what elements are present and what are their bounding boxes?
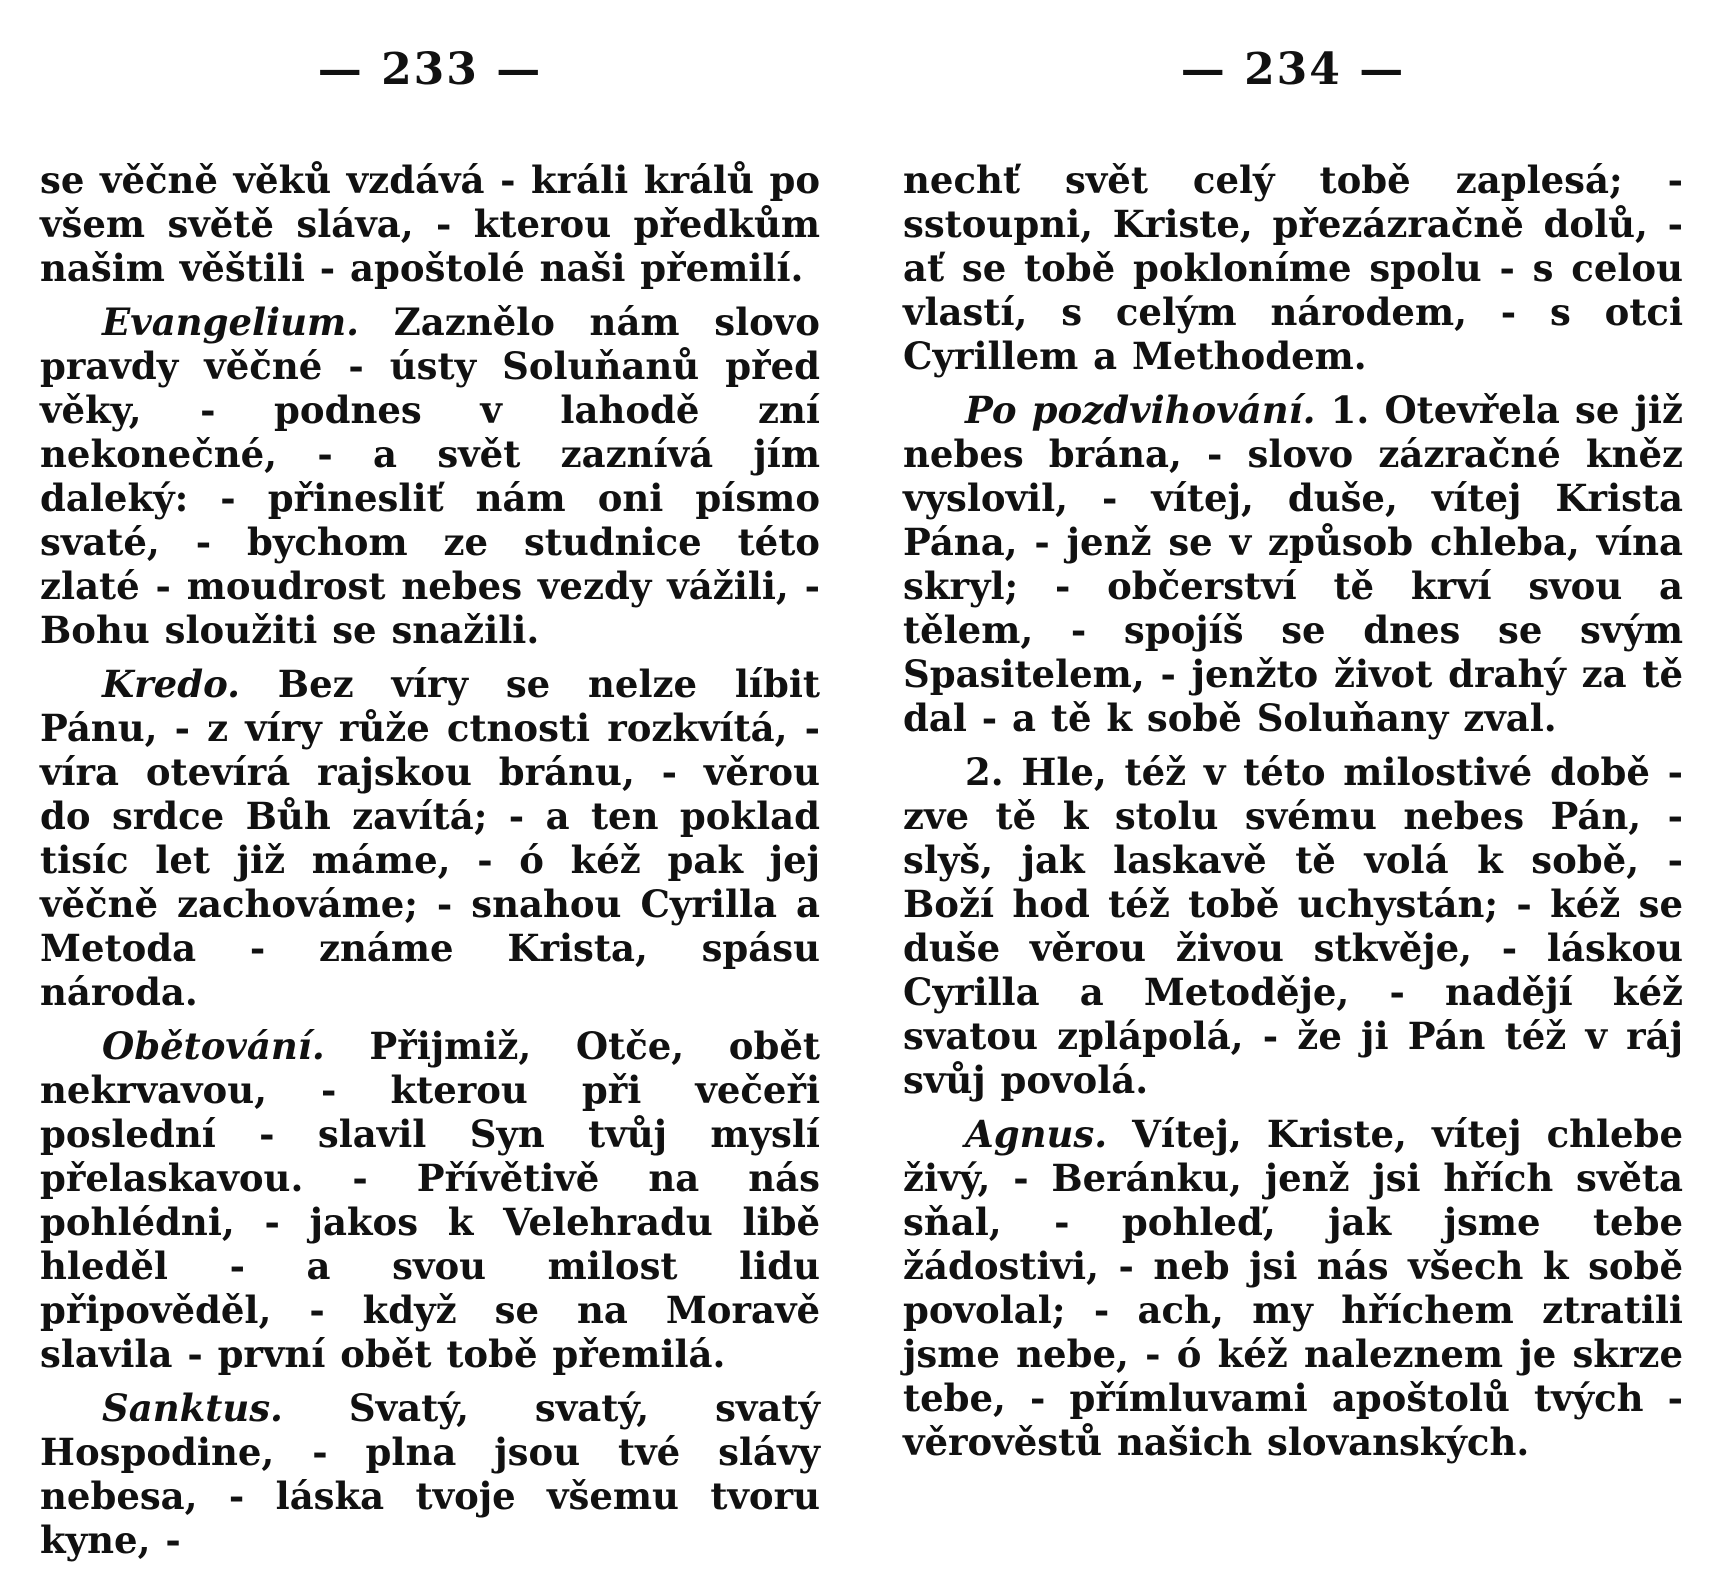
page-body <box>40 158 820 1562</box>
paragraph-text: Svatý, svatý, svatý Hospodine, - plna jsou tvé slávy nebesa, - láska tvoje všemu tvoru kyne, - <box>40 1386 820 1562</box>
paragraph-text: 1. Otevřela se již nebes brána, - slovo zázračné kněz vyslovil, - vítej, duše, vítej Krista Pána, - jenž se v způsob chleba, vína skryl; - občerství tě krví svou a tělem, - spojíš se dnes se svým Spasitelem, - jenžto život drahý za tě dal - a tě k sobě Soluňany zval. <box>903 388 1683 740</box>
page-number: — 234 — <box>1180 44 1406 95</box>
section-label: Po pozdvihování. <box>965 388 1316 432</box>
paragraph <box>40 300 820 652</box>
paragraph <box>40 158 820 290</box>
paragraph-text: Bez víry se nelze líbit Pánu, - z víry růže ctnosti rozkvítá, - víra otevírá rajskou bránu, - věrou do srdce Bůh zavítá; - a ten poklad tisíc let již máme, - ó kéž pak jej věčně zachováme; - snahou Cyrilla a Metoda - známe Krista, spásu národa. <box>40 662 820 1014</box>
page-number: — 233 — <box>317 44 543 95</box>
paragraph <box>40 1024 820 1376</box>
right-page <box>903 40 1683 1474</box>
paragraph-text: Přijmiž, Otče, obět nekrvavou, - kterou při večeři poslední - slavil Syn tvůj myslí přelaskavou. - Přívětivě na nás pohlédni, - jakos k Velehradu libě hleděl - a svou milost lidu připověděl, - když se na Moravě slavila - první obět tobě přemilá. <box>40 1024 820 1376</box>
section-label: Sanktus. <box>102 1386 283 1430</box>
paragraph <box>40 662 820 1014</box>
paragraph-text: se věčně věků vzdává - králi králů po všem světě sláva, - kterou předkům našim věštili - apoštolé naši přemilí. <box>40 158 820 290</box>
page-body <box>903 158 1683 1464</box>
section-label: Obětování. <box>102 1024 325 1068</box>
section-label: Kredo. <box>102 662 240 706</box>
section-label: Evangelium. <box>102 300 360 344</box>
paragraph <box>40 1386 820 1562</box>
paragraph-text: Zaznělo nám slovo pravdy věčné - ústy Soluňanů před věky, - podnes v lahodě zní nekonečné, - a svět zaznívá jím daleký: - přinesliť nám oni písmo svaté, - bychom ze studnice této zlaté - moudrost nebes vezdy vážili, - Bohu sloužiti se snažili. <box>40 300 820 652</box>
paragraph <box>903 388 1683 740</box>
paragraph-text: Vítej, Kriste, vítej chlebe živý, - Beránku, jenž jsi hřích světa sňal, - pohleď, jak jsme tebe žádostivi, - neb jsi nás všech k sobě povolal; - ach, my hříchem ztratili jsme nebe, - ó kéž naleznem je skrze tebe, - přímluvami apoštolů tvých - věrověstů našich slovanských. <box>903 1112 1683 1464</box>
paragraph-text: nechť svět celý tobě zaplesá; - sstoupni, Kriste, přezázračně dolů, - ať se tobě pokloníme spolu - s celou vlastí, s celým národem, - s otci Cyrillem a Methodem. <box>903 158 1683 378</box>
paragraph <box>903 1112 1683 1464</box>
paragraph <box>903 750 1683 1102</box>
paragraph-text: 2. Hle, též v této milostivé době - zve tě k stolu svému nebes Pán, - slyš, jak laskavě tě volá k sobě, - Boží hod též tobě uchystán; - kéž se duše věrou živou stkvěje, - láskou Cyrilla a Metoděje, - nadějí kéž svatou zplápolá, - že ji Pán též v ráj svůj povolá. <box>903 750 1683 1102</box>
section-label: Agnus. <box>965 1112 1108 1156</box>
left-page <box>40 40 820 1572</box>
paragraph <box>903 158 1683 378</box>
